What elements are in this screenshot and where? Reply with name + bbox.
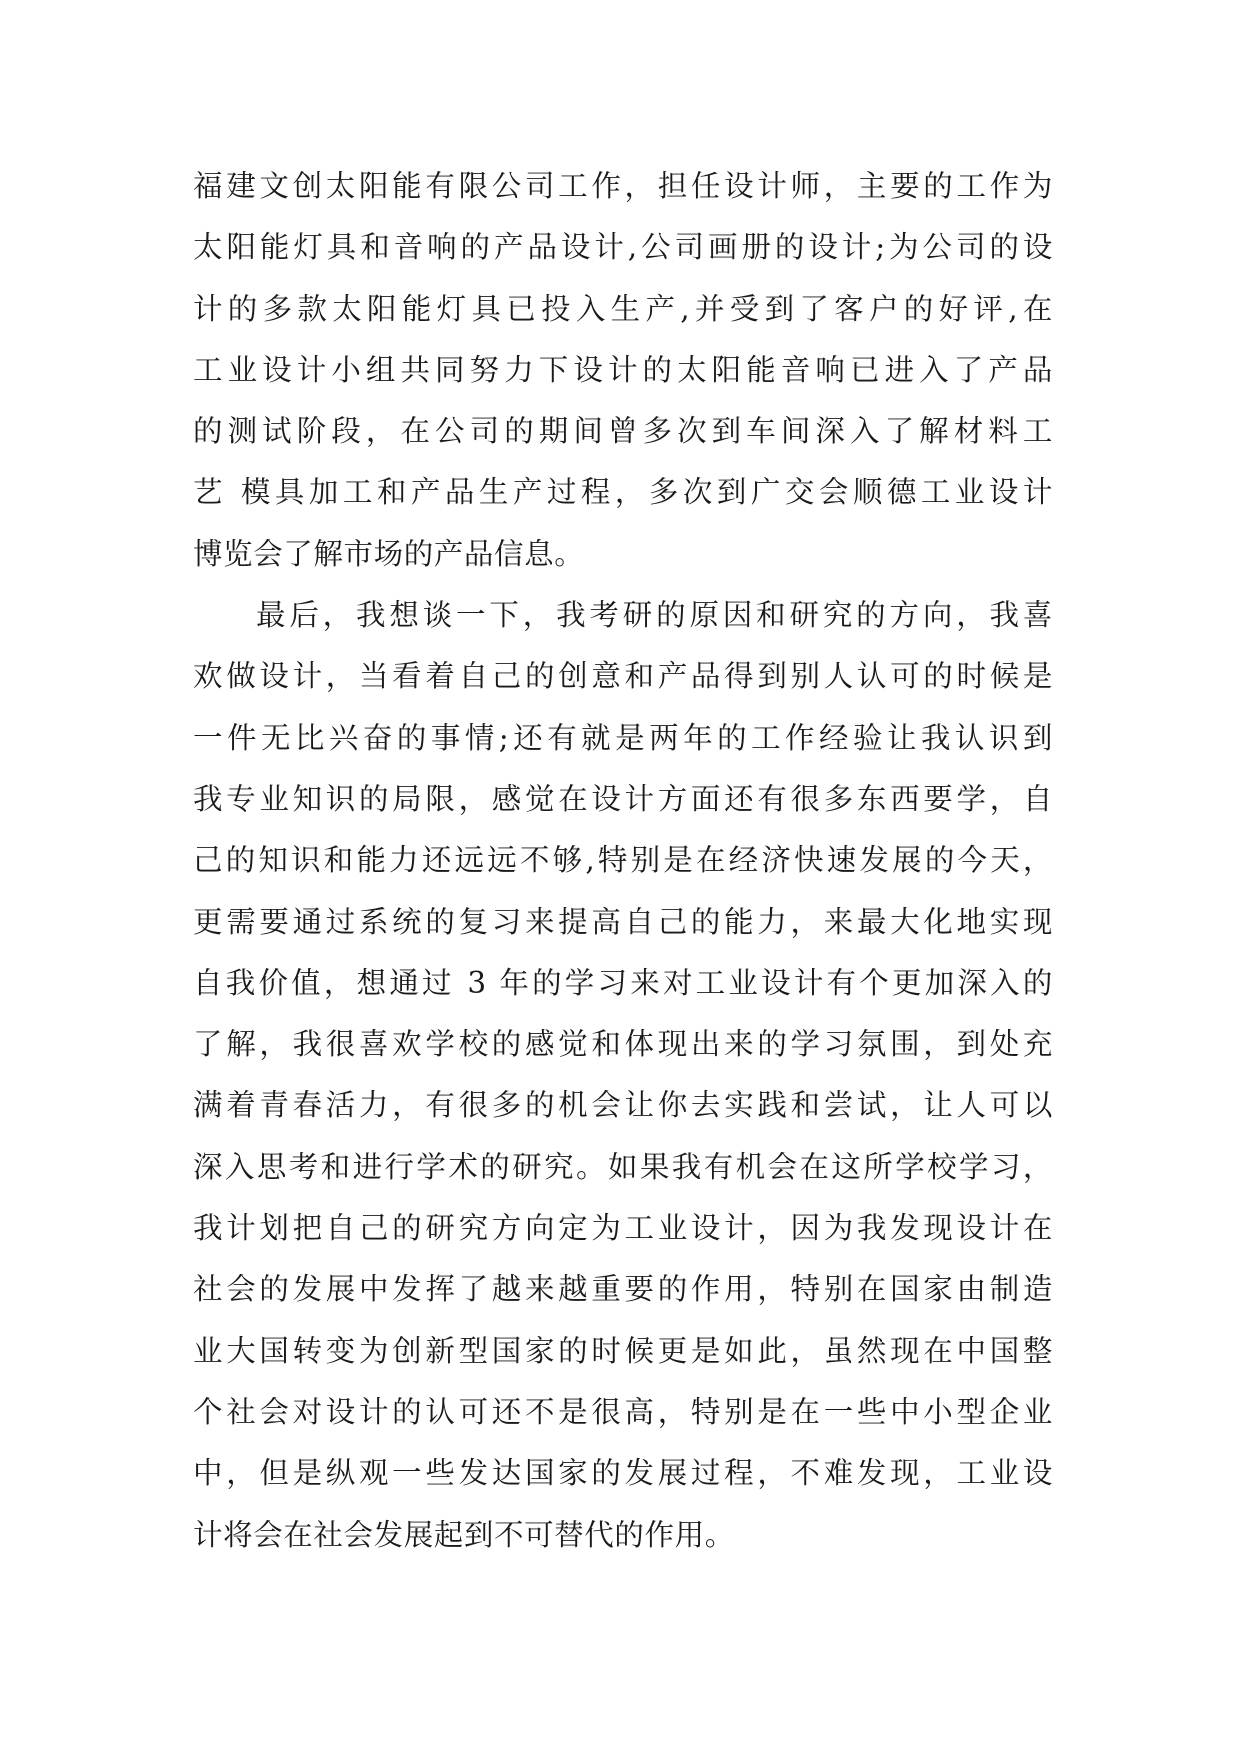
text-line: 计将会在社会发展起到不可替代的作用。	[193, 1517, 735, 1552]
text-line: 满着青春活力，有很多的机会让你去实践和尝试，让人可以	[193, 1088, 1053, 1123]
text-line: 自我价值，想通过 3 年的学习来对工业设计有个更加深入的	[193, 965, 1053, 1000]
text-line: 计的多款太阳能灯具已投入生产,并受到了客户的好评,在	[193, 291, 1053, 326]
text-line: 更需要通过系统的复习来提高自己的能力，来最大化地实现	[193, 904, 1053, 939]
text-line: 己的知识和能力还远远不够,特别是在经济快速发展的今天，	[193, 843, 1053, 878]
text-line: 最后，我想谈一下，我考研的原因和研究的方向，我喜	[256, 598, 1053, 633]
text-line: 我专业知识的局限，感觉在设计方面还有很多东西要学，自	[193, 781, 1053, 816]
text-line: 了解，我很喜欢学校的感觉和体现出来的学习氛围，到处充	[193, 1027, 1053, 1062]
text-line: 业大国转变为创新型国家的时候更是如此，虽然现在中国整	[193, 1333, 1053, 1368]
text-line: 博览会了解市场的产品信息。	[193, 536, 585, 571]
text-line: 艺 模具加工和产品生产过程，多次到广交会顺德工业设计	[193, 475, 1053, 510]
text-line: 工业设计小组共同努力下设计的太阳能音响已进入了产品	[193, 352, 1053, 387]
paragraph-2	[193, 585, 1053, 1566]
text-line: 我计划把自己的研究方向定为工业设计，因为我发现设计在	[193, 1211, 1053, 1246]
text-line: 中，但是纵观一些发达国家的发展过程，不难发现，工业设	[193, 1456, 1053, 1491]
text-line: 的测试阶段，在公司的期间曾多次到车间深入了解材料工	[193, 414, 1053, 449]
text-line: 福建文创太阳能有限公司工作，担任设计师，主要的工作为	[193, 169, 1053, 203]
text-line: 欢做设计，当看着自己的创意和产品得到别人认可的时候是	[193, 659, 1053, 694]
text-line: 个社会对设计的认可还不是很高，特别是在一些中小型企业	[193, 1394, 1053, 1429]
body-text	[193, 156, 1053, 1566]
text-line: 深入思考和进行学术的研究。如果我有机会在这所学校学习，	[193, 1149, 1053, 1184]
paragraph-1	[193, 156, 1053, 585]
text-line: 一件无比兴奋的事情;还有就是两年的工作经验让我认识到	[193, 720, 1053, 755]
text-line: 社会的发展中发挥了越来越重要的作用，特别在国家由制造	[193, 1272, 1053, 1307]
text-line: 太阳能灯具和音响的产品设计,公司画册的设计;为公司的设	[193, 230, 1053, 265]
